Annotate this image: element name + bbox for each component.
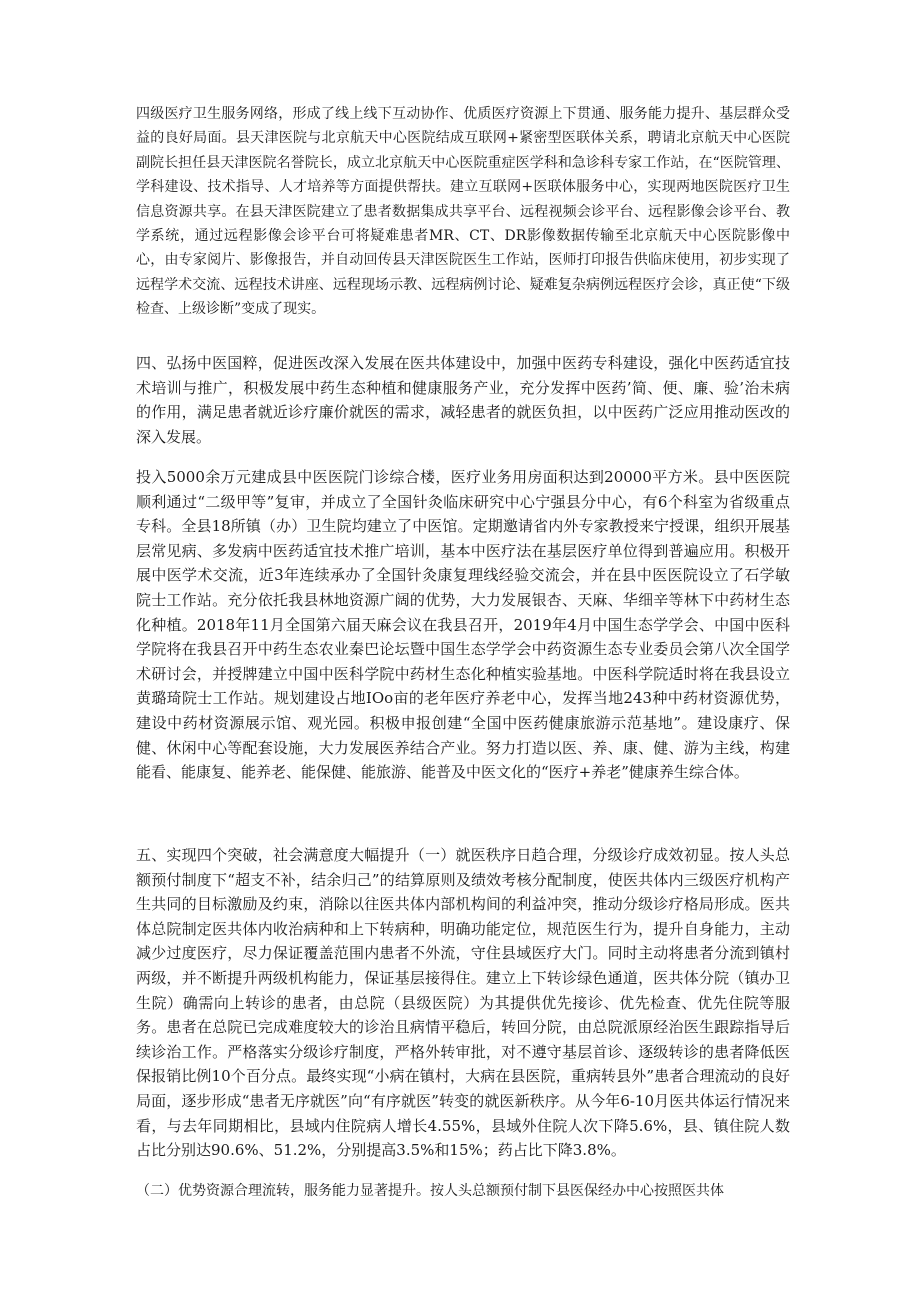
paragraph-section-five: 五、实现四个突破，社会满意度大幅提升（一）就医秩序日趋合理，分级诊疗成效初显。按人头总额预付制度下“超支不补，结余归己”的结算原则及绩效考核分配制度，使医共体内三级医疗机构产生共同的目标激励及约束，消除以往医共体内部机构间的利益冲突，推动分级诊疗格局形成。医共体总院制定医共体内收治病种和上下转病种，明确功能定位，规范医生行为，提升自身能力，主动减少过度医疗，尽力保证覆盖范围内患者不外流，守住县域医疗大门。同时主动将患者分流到镇村两级，并不断提升两级机构能力，保证基层接得住。建立上下转诊绿色通道，医共体分院（镇办卫生院）确需向上转诊的患者，由总院（县级医院）为其提供优先接诊、优先检查、优先住院等服务。患者在总院已完成难度较大的诊治且病情平稳后，转回分院，由总院派原经治医生跟踪指导后续诊治工作。严格落实分级诊疗制度，严格外转审批，对不遵守基层首诊、逐级转诊的患者降低医保报销比例10个百分点。最终实现“小病在镇村，大病在县医院，重病转县外”患者合理流动的良好局面，逐步形成“患者无序就医”向“有序就医”转变的就医新秩序。从今年6-10月医共体运行情况来看，与去年同期相比，县域内住院病人增长4.55%，县域外住院人次下降5.6%，县、镇住院人数占比分别达90.6%、51.2%，分别提高3.5%和15%；药占比下降3.8%。 <box>136 846 790 1160</box>
paragraph-resource-flow: （二）优势资源合理流转，服务能力显著提升。按人头总额预付制下县医保经办中心按照医共体 <box>136 1183 724 1199</box>
paragraph-telemedicine: 四级医疗卫生服务网络，形成了线上线下互动协作、优质医疗资源上下贯通、服务能力提升、基层群众受益的良好局面。县天津医院与北京航天中心医院结成互联网+紧密型医联体关系，聘请北京航天中心医院副院长担任县天津医院名誉院长，成立北京航天中心医院重症医学科和急诊科专家工作站，在“医院管理、学科建设、技术指导、人才培养等方面提供帮扶。建立互联网+医联体服务中心，实现两地医院医疗卫生信息资源共享。在县天津医院建立了患者数据集成共享平台、远程视频会诊平台、远程影像会诊平台、教学系统，通过远程影像会诊平台可将疑难患者MR、CT、DR影像数据传输至北京航天中心医院影像中心，由专家阅片、影像报告，并自动回传县天津医院医生工作站，医师打印报告供临床使用，初步实现了远程学术交流、远程技术讲座、远程现场示教、远程病例讨论、疑难复杂病例远程医疗会诊，真正使“下级检查、上级诊断”变成了现实。 <box>136 106 790 318</box>
paragraph-section-four-heading: 四、弘扬中医国粹，促进医改深入发展在医共体建设中，加强中医药专科建设，强化中医药适宜技术培训与推广，积极发展中药生态种植和健康服务产业，充分发挥中医药’简、便、廉、验’治未病的作用，满足患者就近诊疗廉价就医的需求，减轻患者的就医负担，以中医药广泛应用推动医改的深入发展。 <box>136 354 790 446</box>
paragraph-tcm-development: 投入5000余万元建成县中医医院门诊综合楼，医疗业务用房面积达到20000平方米。县中医医院顺利通过“二级甲等”复审，并成立了全国针灸临床研究中心宁强县分中心，有6个科室为省级重点专科。全县18所镇（办）卫生院均建立了中医馆。定期邀请省内外专家教授来宁授课，组织开展基层常见病、多发病中医药适宜技术推广培训，基本中医疗法在基层医疗单位得到普遍应用。积极开展中医学术交流，近3年连续承办了全国针灸康复理线经验交流会，并在县中医医院设立了石学敏院士工作站。充分依托我县林地资源广阔的优势，大力发展银杏、天麻、华细辛等林下中药材生态化种植。2018年11月全国第六届天麻会议在我县召开，2019年4月中国生态学学会、中国中医科学院将在我县召开中药生态农业秦巴论坛暨中国生态学学会中药资源生态专业委员会第八次全国学术研讨会，并授牌建立中国中医科学院中药材生态化种植实验基地。中医科学院适时将在我县设立黄璐琦院士工作站。规划建设占地IOo亩的老年医疗养老中心，发挥当地243种中药材资源优势，建设中药材资源展示馆、观光园。积极申报创建“全国中医药健康旅游示范基地”。建设康疗、保健、休闲中心等配套设施，大力发展医养结合产业。努力打造以医、养、康、健、游为主线，构建能看、能康复、能养老、能保健、能旅游、能普及中医文化的“医疗+养老”健康养生综合体。 <box>136 468 790 782</box>
